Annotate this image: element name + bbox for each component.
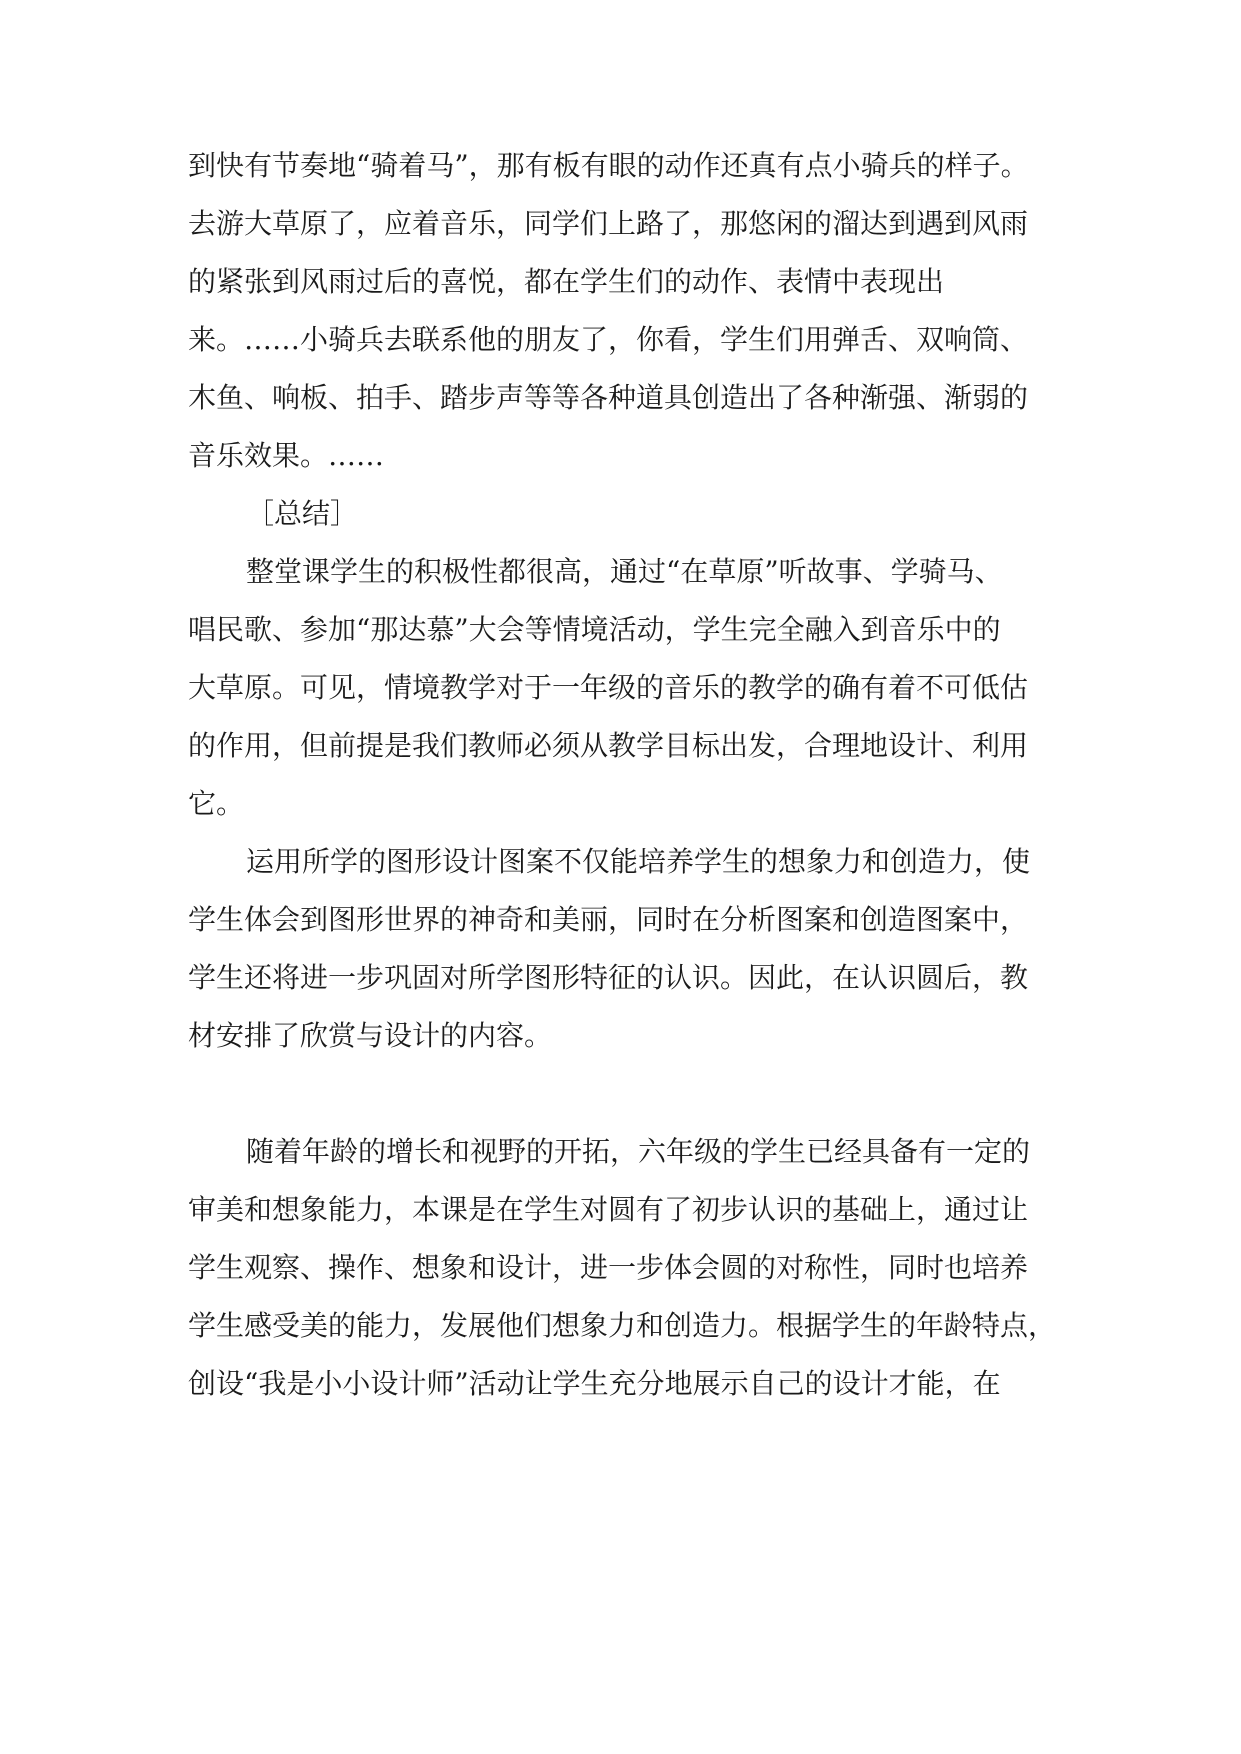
text-line: 学生体会到图形世界的神奇和美丽，同时在分析图案和创造图案中，	[188, 903, 1029, 936]
text-line: 音乐效果。……	[188, 439, 385, 472]
text-line: 审美和想象能力，本课是在学生对圆有了初步认识的基础上，通过让	[188, 1193, 1029, 1226]
text-line: 运用所学的图形设计图案不仅能培养学生的想象力和创造力，使	[246, 845, 1031, 878]
text-line: 材安排了欣赏与设计的内容。	[188, 1019, 553, 1052]
text-line: 学生观察、操作、想象和设计，进一步体会圆的对称性，同时也培养	[188, 1251, 1029, 1284]
text-line: 大草原。可见，情境教学对于一年级的音乐的教学的确有着不可低估	[188, 671, 1029, 704]
text-line: 的作用，但前提是我们教师必须从教学目标出发，合理地设计、利用	[188, 729, 1029, 762]
text-line: 木鱼、响板、拍手、踏步声等等各种道具创造出了各种渐强、渐弱的	[188, 381, 1029, 414]
text-line: 随着年龄的增长和视野的开拓，六年级的学生已经具备有一定的	[246, 1135, 1031, 1168]
text-line: 的紧张到风雨过后的喜悦，都在学生们的动作、表情中表现出	[188, 265, 945, 298]
text-line: 创设“我是小小设计师”活动让学生充分地展示自己的设计才能，在	[188, 1367, 1001, 1400]
text-line: 去游大草原了，应着音乐，同学们上路了，那悠闲的溜达到遇到风雨	[188, 207, 1029, 240]
text-line: 来。……小骑兵去联系他的朋友了，你看，学生们用弹舌、双响筒、	[188, 323, 1029, 356]
text-line: 到快有节奏地“骑着马”，那有板有眼的动作还真有点小骑兵的样子。	[188, 149, 1029, 182]
text-line: 学生还将进一步巩固对所学图形特征的认识。因此，在认识圆后，教	[188, 961, 1029, 994]
text-line: 整堂课学生的积极性都很高，通过“在草原”听故事、学骑马、	[246, 555, 1003, 588]
text-line: 它。	[188, 787, 245, 820]
section-heading: ［总结］	[246, 497, 359, 530]
text-line: 学生感受美的能力，发展他们想象力和创造力。根据学生的年龄特点，	[188, 1309, 1057, 1342]
text-line: 唱民歌、参加“那达慕”大会等情境活动，学生完全融入到音乐中的	[188, 613, 1001, 646]
